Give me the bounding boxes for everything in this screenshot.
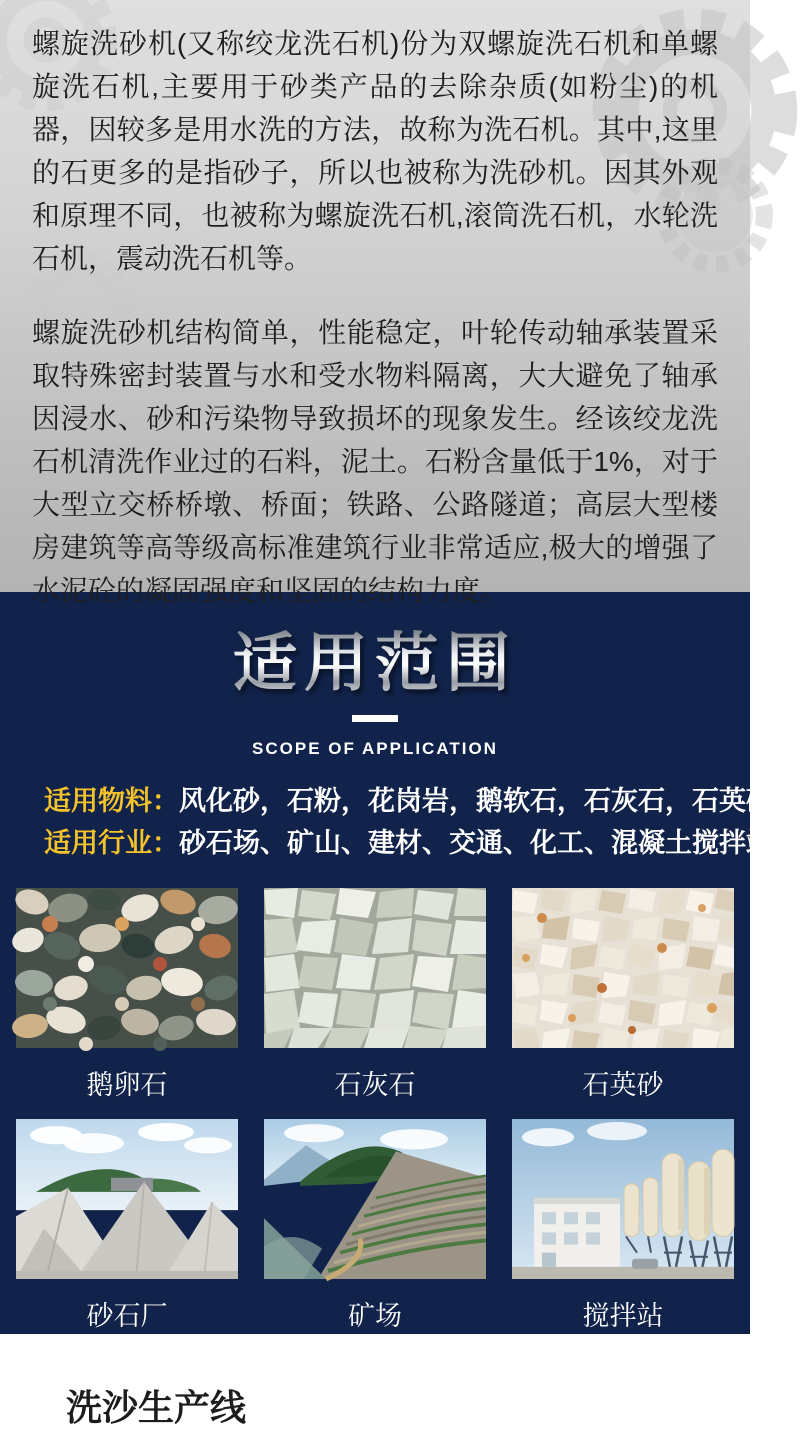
intro-section <box>0 0 750 606</box>
photo-caption: 砂石厂 <box>86 1301 168 1332</box>
materials-line <box>44 782 800 820</box>
photo-caption: 鹅卵石 <box>86 1070 168 1101</box>
photo-caption: 石灰石 <box>334 1070 416 1101</box>
materials-text: 风化砂，石粉，花岗岩，鹅软石，石灰石，石英砂等 <box>179 786 800 817</box>
gravel-plant-photo <box>16 1119 238 1279</box>
gallery-item <box>512 1119 734 1350</box>
page-title: 适用范围 <box>233 627 517 699</box>
pebbles-photo <box>16 888 238 1048</box>
materials-label: 适用物料： <box>44 786 179 817</box>
page-subtitle: SCOPE OF APPLICATION <box>252 739 498 759</box>
mixing-station-photo <box>512 1119 734 1279</box>
title-divider <box>352 715 398 722</box>
gallery-item <box>16 1119 238 1350</box>
gallery-item <box>264 888 486 1119</box>
scope-section <box>0 592 800 1334</box>
industries-text: 砂石场、矿山、建材、交通、化工、混凝土搅拌站等 <box>179 828 800 859</box>
footer-section <box>0 1380 750 1446</box>
intro-paragraph-2: 螺旋洗砂机结构简单，性能稳定，叶轮传动轴承装置采取特殊密封装置与水和受水物料隔离，大大避免了轴承因浸水、砂和污染物导致损坏的现象发生。经该绞龙洗石机清洗作业过的石料，泥土。石粉含量低于1%，对于大型立交桥桥墩、桥面；铁路、公路隧道；高层大型楼房建筑等高等级高标准建筑行业非常适应,极大的增强了水泥砼的凝固强度和坚固的结构力度。 <box>32 317 718 606</box>
footer-heading: 洗沙生产线 <box>66 1387 247 1428</box>
photo-caption: 搅拌站 <box>582 1301 664 1332</box>
intro-paragraph-1: 螺旋洗砂机(又称绞龙洗石机)份为双螺旋洗石机和单螺旋洗石机,主要用于砂类产品的去除杂质(如粉尘)的机器，因较多是用水洗的方法，故称为洗石机。其中,这里的石更多的是指砂子，所以也被称为洗砂机。因其外观和原理不同，也被称为螺旋洗石机,滚筒洗石机，水轮洗石机，震动洗石机等。 <box>32 28 718 274</box>
gallery-item <box>264 1119 486 1350</box>
photo-caption: 石英砂 <box>582 1070 664 1101</box>
gallery-item <box>16 888 238 1119</box>
industries-line <box>44 824 800 862</box>
photo-caption: 矿场 <box>348 1301 402 1332</box>
quartz-sand-photo <box>512 888 734 1048</box>
limestone-photo <box>264 888 486 1048</box>
mine-photo <box>264 1119 486 1279</box>
industries-label: 适用行业： <box>44 828 179 859</box>
gallery-item <box>512 888 734 1119</box>
application-gallery <box>16 888 734 1350</box>
